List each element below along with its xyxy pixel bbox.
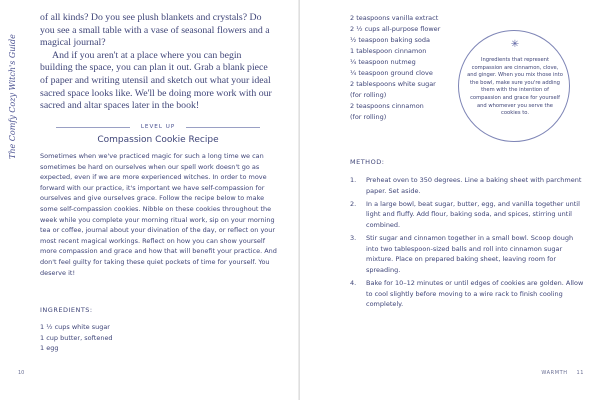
step-text: In a large bowl, beat sugar, butter, egg, and vanilla together until light and fluffy. Add flour, baking soda, and spices, stirring until combined. bbox=[366, 199, 580, 229]
ingredients-heading: INGREDIENTS: bbox=[40, 306, 93, 314]
level-up-divider bbox=[40, 122, 276, 132]
step-number: 2. bbox=[350, 199, 357, 208]
method-steps bbox=[350, 175, 585, 313]
ingredient-item: (for rolling) bbox=[350, 91, 387, 99]
ingredient-item: ½ teaspoon baking soda bbox=[350, 36, 431, 44]
ingredient-item: 2 ½ cups all-purpose flower bbox=[350, 25, 441, 33]
step-number: 4. bbox=[350, 279, 357, 288]
method-step bbox=[350, 175, 585, 196]
ingredient-item: ¼ teaspoon ground clove bbox=[350, 69, 433, 77]
ingredient-item: 2 tablespoons white sugar bbox=[350, 80, 436, 88]
step-number: 3. bbox=[350, 234, 357, 243]
ingredient-item: ¼ teaspoon nutmeg bbox=[350, 58, 416, 66]
left-page-number: 10 bbox=[18, 370, 25, 376]
intro-paragraph-1: of all kinds? Do you see plush blankets and crystals? Do you see a small table with a vase of seasonal flowers and a magical journal? bbox=[40, 12, 270, 49]
method-heading: METHOD: bbox=[350, 158, 385, 166]
ingredient-item: 1 cup butter, softened bbox=[40, 333, 113, 342]
callout-text: Ingredients that represent compassion are cinnamon, clove, and ginger. When you mix those into the bowl, make sure you're adding them with the intention of compassion and grace for yourself and whomever you serve the cookies to. bbox=[467, 57, 563, 117]
recipe-title: Compassion Cookie Recipe bbox=[97, 135, 219, 145]
ingredient-item: 1 egg bbox=[40, 344, 59, 353]
step-text: Bake for 10–12 minutes or until edges of cookies are golden. Allow to cool slightly before moving to a wire rack to finish cooling completely. bbox=[366, 279, 584, 309]
ingredient-item: 2 teaspoons cinnamon bbox=[350, 102, 424, 110]
running-title: The Comfy Cozy Witch's Guide bbox=[8, 34, 17, 159]
ingredient-item: 1 ½ cups white sugar bbox=[40, 323, 110, 331]
ingredients-list-left bbox=[40, 322, 113, 354]
recipe-intro: Sometimes when we've practiced magic for such a long time we can sometimes be hard on ourselves when our spell work doesn't go as expected, even if we are more experienced witches. In order to move forward with our practice, it's important we have self-compassion for ourselves and give ourselves grace. Follow the recipe below to make some self-compassion cookies. Nibble on these cookies throughout the week while you complete your morning ritual work, sip on your morning tea or coffee, journal about your divination of the day, or reflect on your most recent magical workings. Reflect on how you can show yourself more compassion and grace and how that will benefit your practice. And don't feel guilty for taking these quiet pockets of time for yourself. You deserve it! bbox=[40, 152, 277, 277]
method-step bbox=[350, 278, 585, 310]
intro-text bbox=[40, 12, 276, 113]
sparkle-icon: ✳ bbox=[510, 39, 520, 50]
method-step bbox=[350, 199, 585, 231]
divider-line-right bbox=[186, 127, 260, 128]
ingredient-item: (for rolling) bbox=[350, 113, 387, 121]
step-text: Stir sugar and cinnamon together in a small bowl. Scoop dough into two tablespoon-sized balls and roll into cinnamon sugar mixture. Place on prepared baking sheet, leaving room for spreading. bbox=[366, 234, 574, 274]
compassion-callout bbox=[458, 30, 570, 142]
method-step bbox=[350, 233, 585, 275]
step-number: 1. bbox=[350, 176, 357, 184]
ingredient-item: 2 teaspoons vanilla extract bbox=[350, 14, 439, 22]
intro-paragraph-2: And if you aren't at a place where you can begin building the space, you can plan it out. Grab a blank piece of paper and writing utensil and sketch out what your ideal sacred space looks like. We'll be doing more work with our sacred and altar spaces later in the book! bbox=[40, 49, 272, 112]
section-label: WARMTH bbox=[541, 370, 568, 376]
level-up-label: LEVEL UP bbox=[140, 124, 176, 130]
step-text: Preheat oven to 350 degrees. Line a baking sheet with parchment paper. Set aside. bbox=[366, 176, 582, 195]
ingredient-item: 1 tablespoon cinnamon bbox=[350, 47, 427, 55]
right-page-number: 11 bbox=[576, 370, 584, 376]
right-page-folio bbox=[541, 370, 584, 376]
